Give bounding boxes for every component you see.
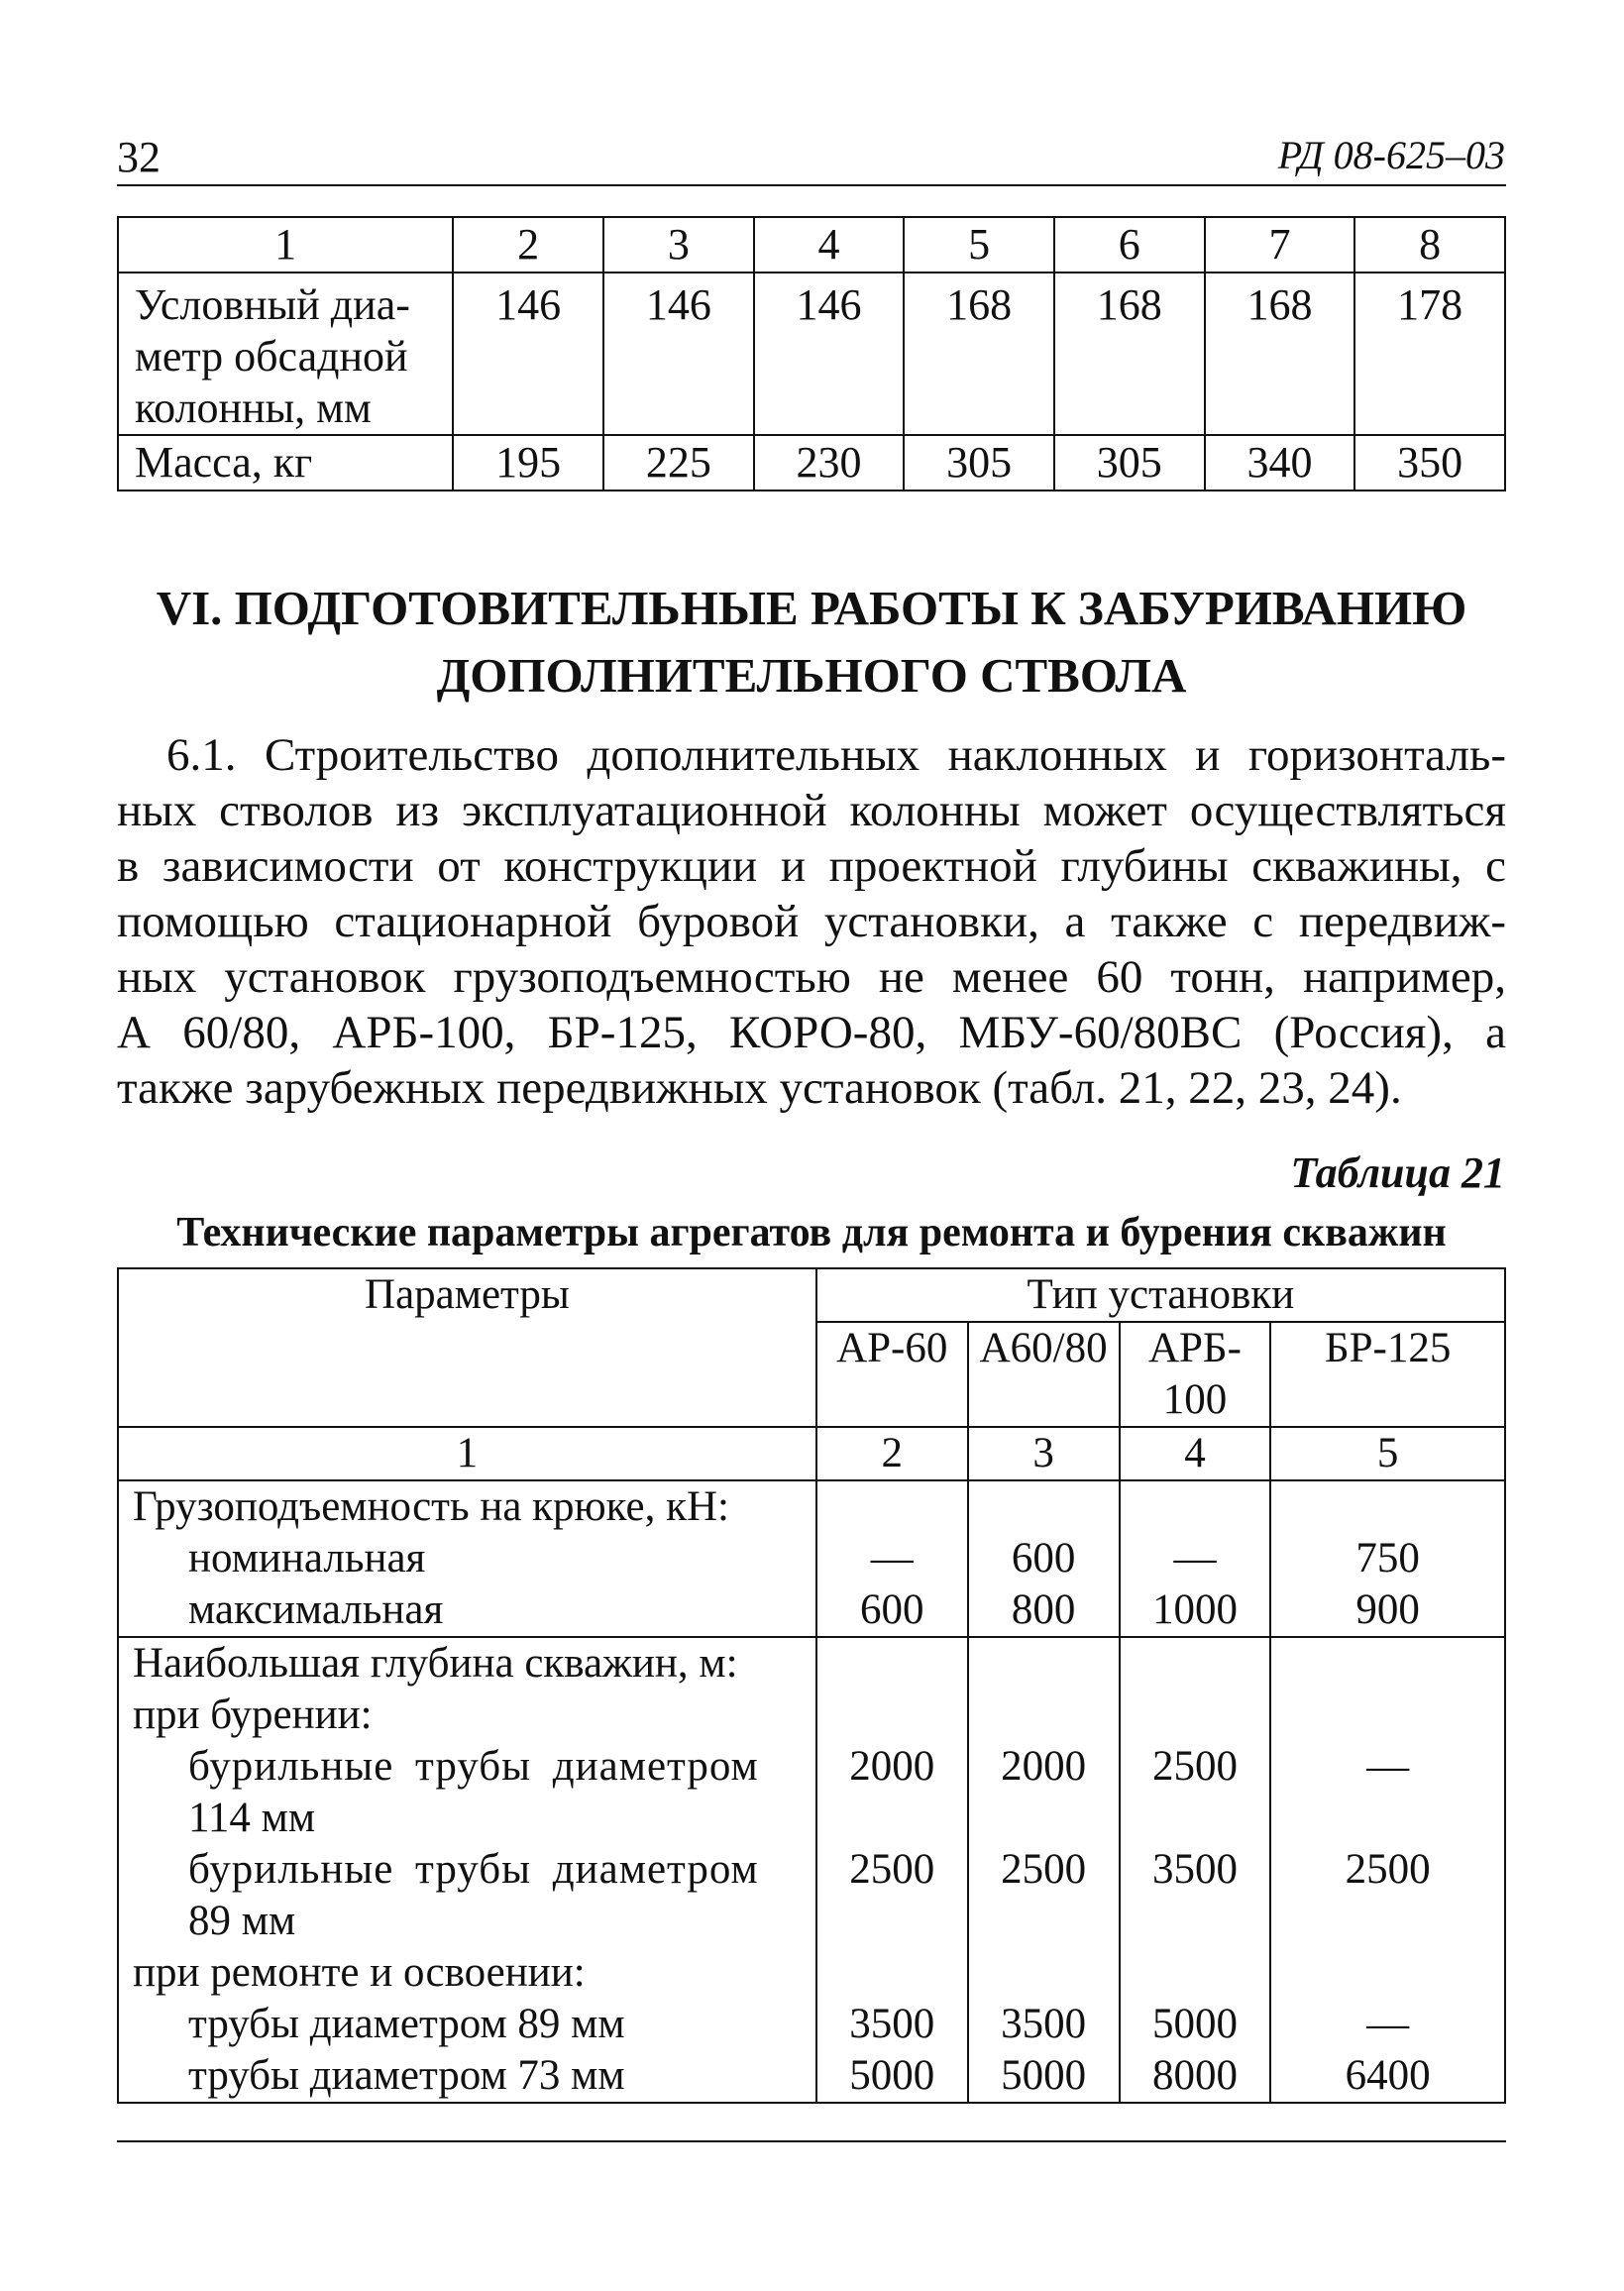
value-line <box>1121 1947 1270 1999</box>
label-line: метр обсадной <box>135 332 408 381</box>
value-line: 3500 <box>1001 2001 1087 2047</box>
casing-col-num: 5 <box>904 217 1054 273</box>
param-header: Параметры <box>118 1268 816 1427</box>
page-number: 32 <box>117 133 161 181</box>
casing-col-num: 3 <box>603 217 754 273</box>
value-line: — <box>1173 1535 1217 1582</box>
value-line: 5000 <box>1001 2052 1087 2099</box>
paragraph-6-1 <box>117 727 1506 1116</box>
value-line <box>817 1481 967 1533</box>
table-cell: 168 <box>1054 273 1205 435</box>
col-num: 1 <box>118 1427 816 1480</box>
paragraph-line: также зарубежных передвижных установок (табл. 21, 22, 23, 24). <box>117 1062 1402 1114</box>
value-line <box>1271 1481 1504 1533</box>
value-line: 8000 <box>1151 2052 1238 2099</box>
table-cell: 340 <box>1205 435 1355 491</box>
label-line: Условный диа- <box>135 280 410 329</box>
table-cell: 168 <box>1205 273 1355 435</box>
label-line: максимальная <box>188 1586 444 1633</box>
paragraph-line: А 60/80, АРБ-100, БР-125, КОРО-80, МБУ-60/80ВС (Россия), а <box>117 1007 1506 1058</box>
casing-col-num: 8 <box>1354 217 1505 273</box>
casing-table-number-row <box>118 217 1505 273</box>
value-line: 3500 <box>1151 1846 1238 1893</box>
casing-col-num: 4 <box>754 217 905 273</box>
casing-col-num: 7 <box>1205 217 1355 273</box>
table-header-row <box>118 1268 1505 1322</box>
table-cell: 146 <box>603 273 754 435</box>
type-line: БР-125 <box>1324 1325 1452 1371</box>
type-line: АР-60 <box>836 1325 948 1371</box>
value-line: 6400 <box>1345 2052 1431 2099</box>
table-cell: 146 <box>754 273 905 435</box>
value-line <box>1121 1690 1270 1741</box>
col-num: 5 <box>1270 1427 1505 1480</box>
table-cell <box>1120 1480 1271 1637</box>
value-line: 600 <box>1011 1535 1076 1582</box>
value-line: 1000 <box>1151 1586 1238 1633</box>
value-line: 2000 <box>1001 1743 1087 1790</box>
table-cell <box>816 1480 968 1637</box>
table-cell: 305 <box>1054 435 1205 491</box>
section-title <box>117 575 1506 709</box>
value-line <box>1271 1793 1504 1844</box>
table-number-row <box>118 1427 1505 1480</box>
value-line <box>1271 1690 1504 1741</box>
value-line <box>969 1947 1119 1999</box>
table-cell: 168 <box>904 273 1054 435</box>
table-cell <box>968 1480 1120 1637</box>
value-line <box>817 1690 967 1741</box>
table-label: Таблица 21 <box>1290 1148 1505 1197</box>
footer-rule <box>117 2140 1506 2142</box>
type-line: 100 <box>1162 1376 1228 1423</box>
label-line: 114 мм <box>188 1795 316 1841</box>
label-line: при ремонте и освоении: <box>133 1949 586 1996</box>
table-cell: 230 <box>754 435 905 491</box>
value-line: 2500 <box>1345 1846 1431 1893</box>
rig-parameters-table <box>117 1267 1506 2104</box>
label-line: Грузоподъемность на крюке, кН: <box>133 1483 729 1530</box>
value-line <box>1121 1793 1270 1844</box>
type-header: Тип установки <box>816 1268 1505 1322</box>
value-line: — <box>1366 2001 1410 2047</box>
col-num: 3 <box>968 1427 1120 1480</box>
value-line <box>969 1638 1119 1690</box>
value-line <box>1121 1896 1270 1947</box>
value-line: — <box>1366 1743 1410 1790</box>
paragraph-line: 6.1. Строительство дополнительных наклонных и горизонталь- <box>166 729 1506 781</box>
table-row <box>118 435 1505 491</box>
value-line <box>817 1947 967 1999</box>
value-line <box>1271 1896 1504 1947</box>
row-label: Масса, кг <box>118 435 453 491</box>
value-line: 600 <box>859 1586 924 1633</box>
value-line: 2500 <box>849 1846 935 1893</box>
row-label <box>118 273 453 435</box>
col-num: 2 <box>816 1427 968 1480</box>
label-line: бурильные трубы диаметром <box>188 1743 759 1790</box>
table-cell <box>1270 1480 1505 1637</box>
table-cell: 225 <box>603 435 754 491</box>
value-line: 750 <box>1355 1535 1420 1582</box>
value-line <box>1271 1947 1504 1999</box>
value-line <box>969 1481 1119 1533</box>
type-name <box>968 1322 1120 1427</box>
type-name <box>816 1322 968 1427</box>
table-cell: 178 <box>1354 273 1505 435</box>
paragraph-line: ных установок грузоподъемностью не менее 60 тонн, например, <box>117 951 1506 1003</box>
value-line <box>969 1896 1119 1947</box>
label-line: Наибольшая глубина скважин, м: <box>133 1640 738 1687</box>
value-line <box>969 1690 1119 1741</box>
value-line <box>817 1793 967 1844</box>
value-line: 5000 <box>849 2052 935 2099</box>
casing-col-num: 1 <box>118 217 453 273</box>
table-cell <box>968 1637 1120 2103</box>
table-cell <box>1120 1637 1271 2103</box>
paragraph-line: в зависимости от конструкции и проектной глубины скважины, с <box>117 840 1506 892</box>
row-label <box>118 1637 816 2103</box>
table-cell: 146 <box>453 273 603 435</box>
value-line <box>1121 1638 1270 1690</box>
table-cell: 305 <box>904 435 1054 491</box>
value-line: 3500 <box>849 2001 935 2047</box>
value-line: — <box>870 1535 914 1582</box>
label-line: номинальная <box>188 1535 426 1582</box>
paragraph-line: ных стволов из эксплуатационной колонны может осуществляться <box>117 785 1506 836</box>
casing-col-num: 2 <box>453 217 603 273</box>
casing-col-num: 6 <box>1054 217 1205 273</box>
section-title-line: ДОПОЛНИТЕЛЬНОГО СТВОЛА <box>436 648 1187 703</box>
value-line: 2500 <box>1001 1846 1087 1893</box>
label-line: бурильные трубы диаметром <box>188 1846 759 1893</box>
table-cell <box>816 1637 968 2103</box>
casing-table <box>117 216 1506 491</box>
table-row <box>118 1637 1505 2103</box>
value-line <box>817 1638 967 1690</box>
value-line: 900 <box>1355 1586 1420 1633</box>
label-line: трубы диаметром 73 мм <box>188 2052 625 2099</box>
type-line: А60/80 <box>979 1325 1108 1371</box>
section-title-line: VI. ПОДГОТОВИТЕЛЬНЫЕ РАБОТЫ К ЗАБУРИВАНИЮ <box>156 581 1467 635</box>
type-name <box>1120 1322 1271 1427</box>
document-code: РД 08-625–03 <box>1277 133 1505 177</box>
type-name <box>1270 1322 1505 1427</box>
value-line: 2500 <box>1151 1743 1238 1790</box>
value-line: 2000 <box>849 1743 935 1790</box>
header-rule <box>117 184 1506 186</box>
label-line: при бурении: <box>133 1691 373 1738</box>
value-line: 800 <box>1011 1586 1076 1633</box>
col-num: 4 <box>1120 1427 1271 1480</box>
value-line <box>969 1793 1119 1844</box>
value-line <box>1271 1638 1504 1690</box>
paragraph-line: помощью стационарной буровой установки, а также с передвиж- <box>117 896 1506 947</box>
row-label <box>118 1480 816 1637</box>
label-line: 89 мм <box>188 1898 296 1944</box>
table-title: Технические параметры агрегатов для ремонта и бурения скважин <box>176 1210 1447 1255</box>
table-row <box>118 1480 1505 1637</box>
table-cell: 350 <box>1354 435 1505 491</box>
type-line: АРБ- <box>1147 1325 1242 1371</box>
table-cell <box>1270 1637 1505 2103</box>
value-line <box>817 1896 967 1947</box>
value-line <box>1121 1481 1270 1533</box>
label-line: трубы диаметром 89 мм <box>188 2001 625 2047</box>
table-row <box>118 273 1505 435</box>
value-line: 5000 <box>1151 2001 1238 2047</box>
label-line: колонны, мм <box>135 383 372 432</box>
table-cell: 195 <box>453 435 603 491</box>
